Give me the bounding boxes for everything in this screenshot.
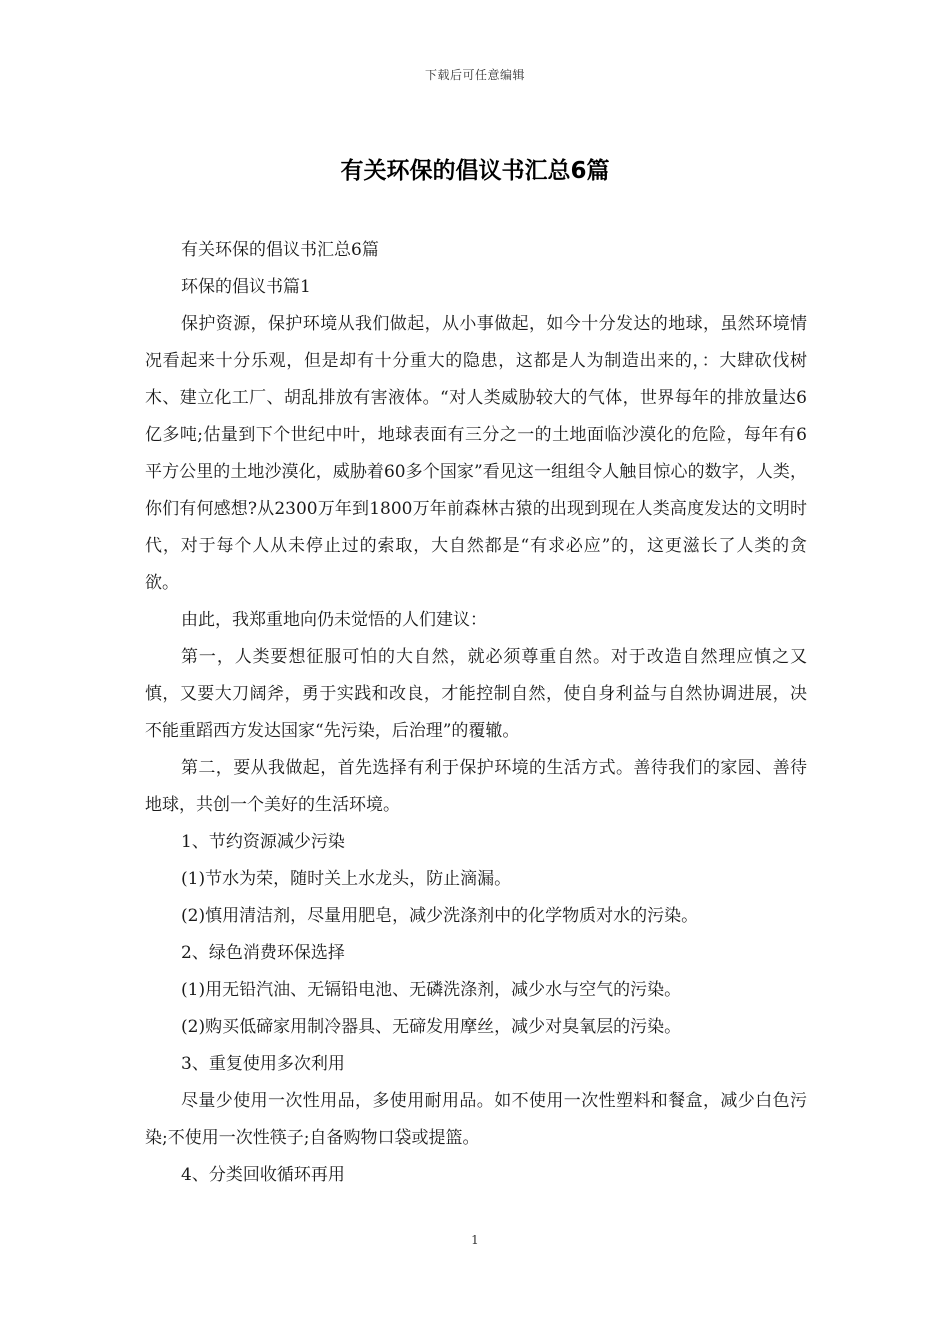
page-number: 1	[471, 1233, 479, 1247]
paragraph-subtitle: 有关环保的倡议书汇总6篇	[181, 240, 379, 260]
list-heading-1: 1、节约资源减少污染	[181, 832, 345, 852]
list-heading-3: 3、重复使用多次利用	[181, 1054, 345, 1074]
list-item-3-1: 尽量少使用一次性用品，多使用耐用品。如不使用一次性塑料和餐盒，减少白色污染;不使用一次性筷子;自备购物口袋或提篮。	[145, 1091, 807, 1148]
list-item-2-1: (1)用无铅汽油、无镉铅电池、无磷洗涤剂，减少水与空气的污染。	[181, 980, 682, 1000]
paragraph-proposal-lead: 由此，我郑重地向仍未觉悟的人们建议：	[181, 610, 487, 630]
header-note: 下载后可任意编辑	[424, 68, 525, 82]
paragraph-first-point: 第一，人类要想征服可怕的大自然，就必须尊重自然。对于改造自然理应慎之又慎，又要大刀阔斧，勇于实践和改良，才能控制自然，使自身利益与自然协调进展，决不能重蹈西方发达国家“先污染，后治理”的覆辙。	[145, 647, 807, 741]
document-body	[145, 232, 807, 1194]
paragraph-section-heading: 环保的倡议书篇1	[181, 277, 311, 297]
paragraph-intro: 保护资源，保护环境从我们做起，从小事做起，如今十分发达的地球，虽然环境情况看起来十分乐观，但是却有十分重大的隐患，这都是人为制造出来的，：大肆砍伐树木、建立化工厂、胡乱排放有害液体。“对人类威胁较大的气体，世界每年的排放量达6亿多吨;估量到下个世纪中叶，地球表面有三分之一的土地面临沙漠化的危险，每年有6平方公里的土地沙漠化，威胁着60多个国家”看见这一组组令人触目惊心的数字，人类，你们有何感想?从2300万年到1800万年前森林古猿的出现到现在人类高度发达的文明时代，对于每个人从未停止过的索取，大自然都是“有求必应”的，这更滋长了人类的贪欲。	[145, 314, 807, 593]
list-item-2-2: (2)购买低碲家用制冷器具、无碲发用摩丝，减少对臭氧层的污染。	[181, 1017, 682, 1037]
list-heading-2: 2、绿色消费环保选择	[181, 943, 345, 963]
document-title: 有关环保的倡议书汇总6篇	[340, 158, 610, 184]
paragraph-second-point: 第二，要从我做起，首先选择有利于保护环境的生活方式。善待我们的家园、善待地球，共创一个美好的生活环境。	[145, 758, 807, 815]
list-item-1-2: (2)慎用清洁剂，尽量用肥皂，减少洗涤剂中的化学物质对水的污染。	[181, 906, 699, 926]
list-heading-4: 4、分类回收循环再用	[181, 1165, 345, 1185]
list-item-1-1: (1)节水为荣，随时关上水龙头，防止滴漏。	[181, 869, 512, 889]
